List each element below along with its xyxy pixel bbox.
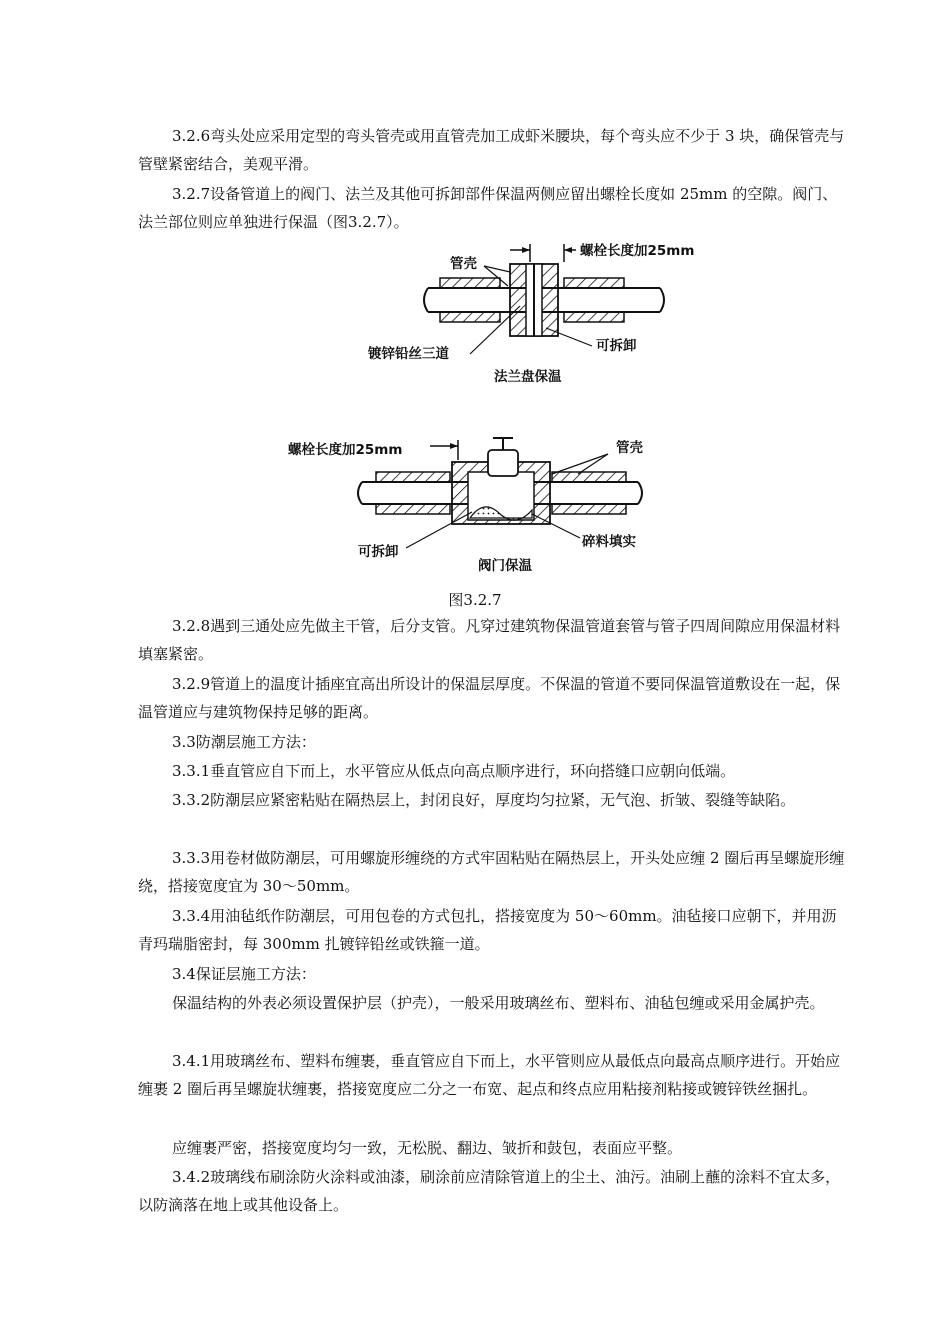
figure1-title: 法兰盘保温	[494, 369, 562, 385]
paragraph-3-4-1: 3.4.1用玻璃丝布、塑料布缠裹，垂直管应自下而上，水平管则应从最低点向最高点顺序进行。开始应缠裹 2 圈后再呈螺旋状缠裹，搭接宽度应二分之一布宽、起点和终点应用粘接剂粘接或镀锌铁丝捆扎。	[138, 1052, 841, 1098]
heading-3-3: 3.3防潮层施工方法：	[172, 733, 316, 751]
label-bolt-length: 螺栓长度加25mm	[288, 442, 403, 458]
paragraph-3-4-2: 3.4.2玻璃线布刷涂防火涂料或油漆，刷涂前应清除管道上的尘土、油污。油刷上蘸的涂料不宜太多，以防滴落在地上或其他设备上。	[138, 1168, 841, 1214]
paragraph-3-2-7: 3.2.7设备管道上的阀门、法兰及其他可拆卸部件保温两侧应留出螺栓长度如 25mm 的空隙。阀门、法兰部位则应单独进行保温（图3.2.7）。	[138, 185, 838, 231]
paragraph-3-2-8: 3.2.8遇到三通处应先做主干管，后分支管。凡穿过建筑物保温管道套管与管子四周间隙应用保温材料填塞紧密。	[138, 617, 841, 663]
label-shell: 管壳	[616, 440, 643, 456]
flange-insulation-figure	[360, 232, 740, 388]
label-shell: 管壳	[450, 256, 477, 272]
heading-3-4: 3.4保证层施工方法：	[172, 965, 316, 983]
paragraph-3-2-9: 3.2.9管道上的温度计插座宜高出所设计的保温层厚度。不保温的管道不要同保温管道敷设在一起，保温管道应与建筑物保持足够的距离。	[138, 675, 841, 721]
paragraph-3-3-1: 3.3.1垂直管应自下而上，水平管应从低点向高点顺序进行，环向搭缝口应朝向低端。	[172, 762, 736, 780]
paragraph-3-4-intro: 保温结构的外表必须设置保护层（护壳），一般采用玻璃丝布、塑料布、油毡包缠或采用金属护壳。	[172, 994, 825, 1012]
label-fill: 碎料填实	[582, 534, 636, 550]
paragraph-3-4-1-note: 应缠裹严密，搭接宽度均匀一致，无松脱、翻边、皱折和鼓包，表面应平整。	[172, 1139, 683, 1157]
paragraph-3-3-2: 3.3.2防潮层应紧密粘贴在隔热层上，封闭良好，厚度均匀拉紧，无气泡、折皱、裂缝等缺陷。	[172, 791, 796, 809]
figure2-title: 阀门保温	[478, 558, 532, 574]
paragraph-3-2-6: 3.2.6弯头处应采用定型的弯头管壳或用直管壳加工成虾米腰块，每个弯头应不少于 3 块，确保管壳与管壁紧密结合，美观平滑。	[138, 127, 845, 173]
paragraph-3-3-3: 3.3.3用卷材做防潮层，可用螺旋形缠绕的方式牢固粘贴在隔热层上，开头处应缠 2 圈后再呈螺旋形缠绕，搭接宽度宜为 30～50mm。	[138, 849, 845, 895]
label-bolt-length: 螺栓长度加25mm	[580, 243, 695, 259]
paragraph-3-3-4: 3.3.4用油毡纸作防潮层，可用包卷的方式包扎，搭接宽度为 50～60mm。油毡接口应朝下，并用沥青玛瑞脂密封，每 300mm 扎镀锌铅丝或铁箍一道。	[138, 907, 837, 953]
figure-caption: 图3.2.7	[448, 591, 502, 609]
valve-insulation-figure	[282, 432, 682, 576]
label-removable: 可拆卸	[358, 544, 399, 560]
label-removable: 可拆卸	[596, 338, 637, 354]
label-wire: 镀锌铅丝三道	[368, 346, 449, 362]
